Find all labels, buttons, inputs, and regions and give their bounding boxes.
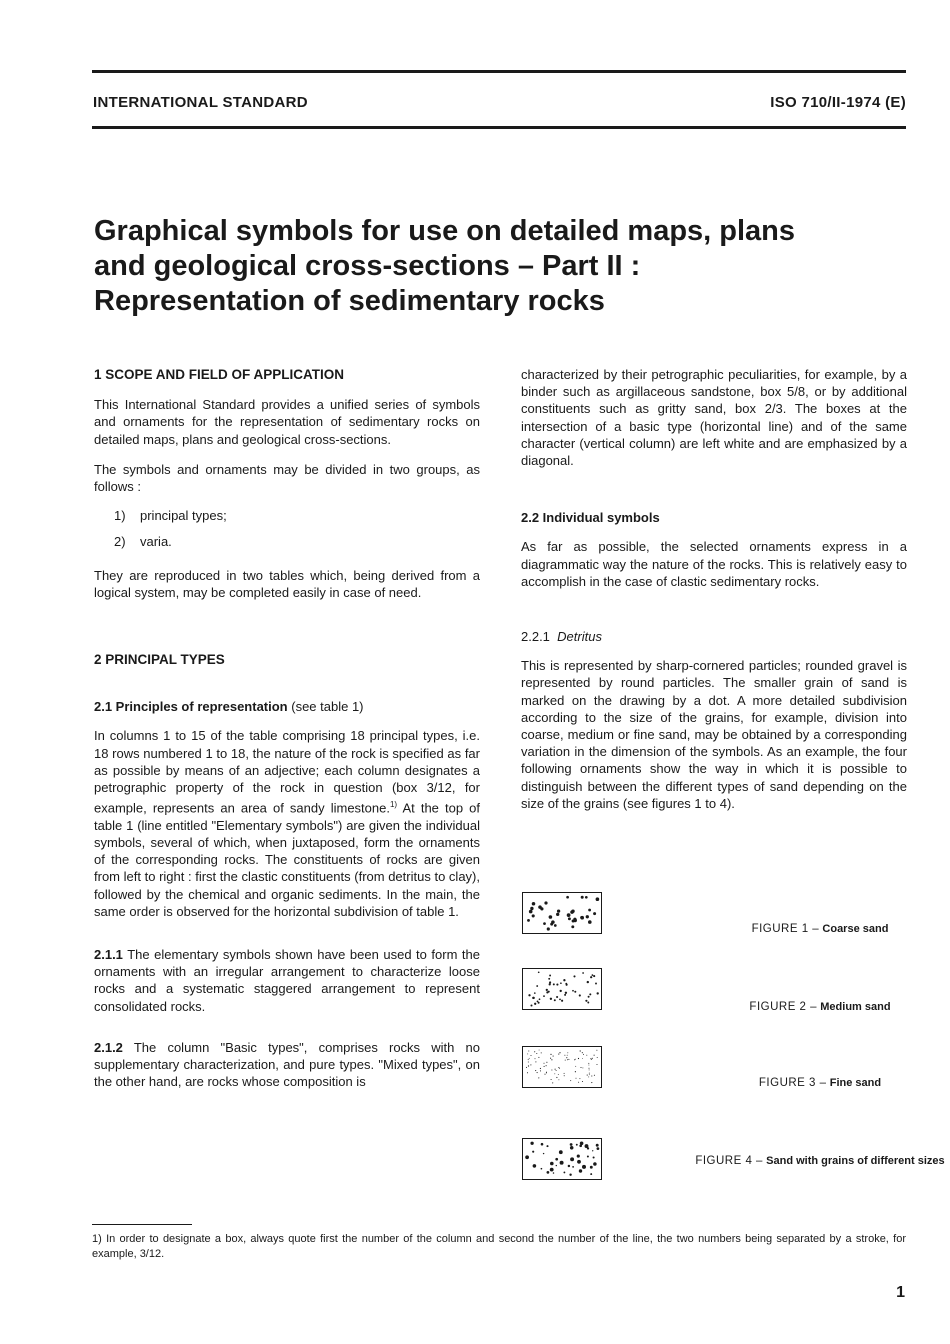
figure-2-caption xyxy=(670,1000,950,1015)
sand-grain xyxy=(586,1055,587,1056)
sand-grain xyxy=(597,1147,600,1150)
sand-grain xyxy=(560,982,562,984)
list-item xyxy=(114,533,480,550)
sand-grain xyxy=(582,972,584,974)
figure-1 xyxy=(520,892,906,936)
sand-grain xyxy=(564,1075,565,1076)
sand-grain xyxy=(574,991,576,993)
figure-1-number: FIGURE 1 – xyxy=(751,923,820,935)
sand-grain xyxy=(567,1059,568,1060)
sand-grain xyxy=(593,1156,595,1158)
sand-grain xyxy=(538,1077,539,1078)
footnote-rule xyxy=(92,1224,192,1225)
sand-grain xyxy=(580,1050,581,1051)
section-2-1-ref: (see table 1) xyxy=(287,699,364,715)
sand-grain xyxy=(554,1073,555,1074)
sand-grain xyxy=(587,1075,588,1076)
sand-grain xyxy=(543,995,545,997)
sand-grain xyxy=(557,909,560,912)
sand-grain xyxy=(596,897,600,901)
figure-3-caption-text: Fine sand xyxy=(829,1077,882,1089)
sand-grain xyxy=(570,1080,571,1081)
sand-grain xyxy=(550,1058,551,1059)
section-2-2-1-paragraph: This is represented by sharp-cornered particles; rounded gravel is represented by round particles. The smaller grain of sand is marked on the drawing by a dot. A more detailed subdivision according to the size of the grains, for example, division into coarse, medium or fine sand, may be obtained by a corresponding variation in the dimension of the symbols. As an example, the four following ornaments show the way in which it is possible to distinguish between the different types of sand depending on the size of the grains (see figures 1 to 4). xyxy=(521,658,907,811)
sand-grain xyxy=(541,1143,544,1146)
sand-grain xyxy=(588,996,590,998)
sand-grain xyxy=(588,1065,589,1066)
sand-grain xyxy=(589,1068,590,1069)
sand-grain xyxy=(577,1160,581,1164)
sand-grain xyxy=(525,1155,529,1159)
sand-grain xyxy=(568,1059,569,1060)
sand-grain xyxy=(548,991,550,993)
mixed-sand-ornament xyxy=(522,1138,602,1180)
sand-grain xyxy=(587,1147,589,1149)
sand-grain xyxy=(589,1073,590,1074)
mixed-sand-pattern xyxy=(523,1139,601,1179)
sand-grain xyxy=(565,992,567,994)
sand-grain xyxy=(538,1057,539,1058)
sand-grain xyxy=(585,1000,587,1002)
sand-grain xyxy=(573,975,575,977)
sand-grain xyxy=(540,1068,541,1069)
sand-grain xyxy=(570,1157,574,1161)
sand-grain xyxy=(565,983,567,985)
sand-grain xyxy=(568,917,571,920)
list-item xyxy=(114,507,480,524)
sand-grain xyxy=(577,1155,580,1158)
sand-grain xyxy=(529,1058,530,1059)
sand-grain xyxy=(543,922,546,925)
right-column xyxy=(521,366,907,812)
sand-grain xyxy=(561,1000,563,1002)
sand-grain xyxy=(587,1002,589,1004)
sand-grain xyxy=(549,983,551,985)
sand-grain xyxy=(539,998,541,1000)
section-2-1-2-text: The column "Basic types", comprises rocks with no supplementary characterization, and pure types. "Mixed types", on the other hand, are rocks whose composition is xyxy=(94,1039,480,1090)
sand-grain xyxy=(556,996,558,998)
sand-grain xyxy=(540,1070,541,1071)
section-2-2-heading: 2.2 Individual symbols xyxy=(521,510,660,526)
sand-grain xyxy=(570,1143,573,1146)
sand-grain xyxy=(556,1070,557,1071)
section-2-1-title: 2.1 Principles of representation xyxy=(94,699,288,715)
sand-grain xyxy=(588,1076,589,1077)
sand-grain xyxy=(575,1071,576,1072)
sand-grain xyxy=(544,1074,545,1075)
sand-grain xyxy=(564,994,566,996)
section-2-1-text-b: At the top of table 1 (line entitled "Elementary symbols") are given the individual symbols, several of which, when juxtaposed, form the ornaments of the corresponding rocks. The constituents of rocks are given from left to right : first the clastic constituents (from detritus to clay), followed by the chemical and organic sediments. In the main, the same order is observed for the horizontal subdivision of table 1. xyxy=(94,800,480,919)
sand-grain xyxy=(590,1166,593,1169)
fine-sand-ornament xyxy=(522,1046,602,1088)
section-2-1-2-paragraph xyxy=(94,1039,480,1091)
sand-grain xyxy=(575,1059,576,1060)
sand-grain xyxy=(546,1072,547,1073)
sand-grain xyxy=(528,1065,529,1066)
standard-label: INTERNATIONAL STANDARD xyxy=(93,94,308,111)
sand-grain xyxy=(590,976,592,978)
sand-grain xyxy=(594,1055,595,1056)
sand-grain xyxy=(536,985,538,987)
sand-grain xyxy=(534,1051,535,1052)
sand-grain xyxy=(556,1165,557,1166)
figure-3 xyxy=(520,1046,906,1090)
sand-grain xyxy=(528,1051,529,1052)
section-2-1-1-paragraph xyxy=(94,946,480,1015)
sand-grain xyxy=(528,1062,529,1063)
sand-grain xyxy=(591,1082,592,1083)
sand-grain xyxy=(529,910,533,914)
sand-grain xyxy=(526,1067,527,1068)
sand-grain xyxy=(550,1162,554,1166)
section-1-paragraph-2: The symbols and ornaments may be divided in two groups, as follows : xyxy=(94,461,480,495)
sand-grain xyxy=(597,1057,598,1058)
sand-grain xyxy=(588,920,592,924)
medium-sand-ornament xyxy=(522,968,602,1010)
sand-grain xyxy=(571,909,574,912)
sand-grain xyxy=(544,1066,545,1067)
sand-grain xyxy=(544,1063,545,1064)
list-item-text: varia. xyxy=(140,534,172,550)
sand-grain xyxy=(549,975,551,977)
sand-grain xyxy=(551,1079,552,1080)
sand-grain xyxy=(579,994,581,996)
sand-grain xyxy=(579,1078,580,1079)
page-number: 1 xyxy=(896,1284,905,1301)
sand-grain xyxy=(550,1168,554,1172)
sand-grain xyxy=(556,984,558,986)
sand-grain xyxy=(592,1058,593,1059)
sand-grain xyxy=(580,1142,584,1146)
sand-grain xyxy=(591,1075,592,1076)
sand-grain xyxy=(564,1055,565,1056)
section-1-paragraph-1: This International Standard provides a unified series of symbols and ornaments for the representation of sedimentary rocks on detailed maps, plans and geological cross-sections. xyxy=(94,397,480,447)
sand-grain xyxy=(527,1072,528,1073)
sand-grain xyxy=(535,1058,536,1059)
sand-grain xyxy=(579,1169,582,1172)
sand-grain xyxy=(531,1055,532,1056)
sand-grain xyxy=(566,896,569,899)
sand-grain xyxy=(530,1064,531,1065)
sand-grain xyxy=(560,990,562,992)
sand-grain xyxy=(556,1077,557,1078)
section-1-heading: 1 SCOPE AND FIELD OF APPLICATION xyxy=(94,367,345,382)
sand-grain xyxy=(567,1055,568,1056)
sand-grain xyxy=(548,978,550,980)
list-item-number: 2) xyxy=(114,534,126,550)
standard-number: ISO 710/II-1974 (E) xyxy=(770,94,906,111)
sand-grain xyxy=(528,994,530,996)
figure-4-caption xyxy=(670,1154,950,1169)
sand-grain xyxy=(546,1065,547,1066)
sand-grain xyxy=(582,1067,583,1068)
sand-grain xyxy=(527,1053,528,1054)
sand-grain xyxy=(576,1144,578,1146)
sand-grain xyxy=(543,1153,544,1154)
sand-grain xyxy=(558,1067,559,1068)
figure-1-caption xyxy=(670,922,950,937)
figure-2-caption-text: Medium sand xyxy=(820,1001,891,1013)
section-2-2-1-title: Detritus xyxy=(557,629,602,645)
sand-grain xyxy=(532,914,535,917)
document-title: Graphical symbols for use on detailed maps, plans and geological cross-sections – Part II : Representation of sedimentary rocks xyxy=(94,215,796,317)
sand-grain xyxy=(582,1052,583,1053)
sand-grain xyxy=(586,915,589,918)
sand-grain xyxy=(576,1078,577,1079)
figure-4-number: FIGURE 4 – xyxy=(695,1155,763,1167)
sand-grain xyxy=(590,1173,592,1175)
sand-grain xyxy=(578,1058,579,1059)
sand-grain xyxy=(569,1174,571,1176)
section-2-2-1-heading xyxy=(521,628,907,645)
sand-grain xyxy=(593,975,595,977)
sand-grain xyxy=(589,1069,590,1070)
continued-paragraph: characterized by their petrographic peculiarities, for example, by a binder such as argillaceous sandstone, box 5/8, or by additional constituents such as gritty sand, box 2/3. The boxes at the intersection of a basic type (horizontal line) and of the same character (vertical column) are left white and are emphasized by a diagonal. xyxy=(521,367,907,469)
sand-grain xyxy=(590,1058,591,1059)
sand-grain xyxy=(587,981,589,983)
footnote-ref: 1) xyxy=(389,800,398,810)
sand-grain xyxy=(565,1060,566,1061)
sand-grain xyxy=(530,1142,533,1145)
figure-1-caption-text: Coarse sand xyxy=(822,923,889,935)
figure-2 xyxy=(520,968,906,1012)
sand-grain xyxy=(532,997,534,999)
sand-grain xyxy=(530,1004,532,1006)
sand-grain xyxy=(537,1000,539,1002)
figure-4 xyxy=(520,1138,945,1182)
sand-grain xyxy=(553,1172,555,1174)
coarse-sand-pattern xyxy=(523,893,601,933)
sand-grain xyxy=(578,1082,579,1083)
figure-3-number: FIGURE 3 – xyxy=(758,1077,827,1089)
sand-grain xyxy=(544,901,547,904)
sand-grain xyxy=(530,907,533,910)
sand-grain xyxy=(558,1074,559,1075)
sand-grain xyxy=(594,1075,595,1076)
sand-grain xyxy=(553,983,555,985)
section-2-2-paragraph: As far as possible, the selected ornaments express in a diagrammatic way the nature of the rocks. This is relatively easy to accomplish in the case of clastic sedimentary rocks. xyxy=(521,539,907,589)
sand-grain xyxy=(539,1050,540,1051)
sand-grain xyxy=(538,971,540,973)
header-rule-top xyxy=(92,70,906,73)
sand-grain xyxy=(580,916,583,919)
sand-grain xyxy=(572,1166,574,1168)
sand-grain xyxy=(554,999,556,1001)
section-2-1-paragraph xyxy=(94,727,480,920)
sand-grain xyxy=(559,1052,560,1053)
sand-grain xyxy=(582,1058,583,1059)
sand-grain xyxy=(592,1150,593,1151)
sand-grain xyxy=(589,993,591,995)
sand-grain xyxy=(560,1161,564,1165)
section-2-1-1-number: 2.1.1 xyxy=(94,947,123,962)
sand-grain xyxy=(593,1162,597,1166)
section-2-1-text-a: In columns 1 to 15 of the table comprising 18 principal types, i.e. 18 rows numbered 1 to 18, the nature of the rock is specified as far as possible by means of an adjective; each column designates a petrographic property of the rock in question (box 3/12, for example, represents an area of sandy limestone. xyxy=(94,728,480,816)
sand-grain xyxy=(556,913,559,916)
sand-grain xyxy=(534,1003,536,1005)
sand-grain xyxy=(566,1057,567,1058)
sand-grain xyxy=(550,998,552,1000)
sand-grain xyxy=(554,924,557,927)
sand-grain xyxy=(532,1151,534,1153)
sand-grain xyxy=(582,1165,586,1169)
sand-grain xyxy=(535,1061,536,1062)
sand-grain xyxy=(580,1067,581,1068)
sand-grain xyxy=(534,992,536,994)
sand-grain xyxy=(528,1059,529,1060)
figure-4-caption-text: Sand with grains of different sizes xyxy=(766,1155,945,1167)
sand-grain xyxy=(547,1171,550,1174)
sand-grain xyxy=(537,1072,538,1073)
sand-grain xyxy=(550,1054,551,1055)
sand-grain xyxy=(582,1081,583,1082)
fine-sand-pattern xyxy=(523,1047,601,1087)
sand-grain xyxy=(563,1171,565,1173)
section-1-paragraph-3: They are reproduced in two tables which, being derived from a logical system, may be completed easily in case of need. xyxy=(94,567,480,600)
sand-grain xyxy=(585,896,588,899)
sand-grain xyxy=(551,1059,552,1060)
sand-grain xyxy=(541,1052,542,1053)
sand-grain xyxy=(596,1144,599,1147)
sand-grain xyxy=(535,1070,536,1071)
sand-grain xyxy=(555,1069,556,1070)
sand-grain xyxy=(553,1056,554,1057)
sand-grain xyxy=(563,979,565,981)
header-rule-bottom xyxy=(92,126,906,129)
sand-grain xyxy=(567,1052,568,1053)
sand-grain xyxy=(597,992,599,994)
sand-grain xyxy=(552,1082,553,1083)
sand-grain xyxy=(596,1064,597,1065)
sand-grain xyxy=(581,896,584,899)
sand-grain xyxy=(527,919,530,922)
sand-grain xyxy=(592,974,594,976)
section-2-1-2-number: 2.1.2 xyxy=(94,1039,123,1055)
sand-grain xyxy=(595,983,597,985)
sand-grain xyxy=(559,1150,563,1154)
sand-grain xyxy=(564,1073,565,1074)
sand-grain xyxy=(558,1054,559,1055)
coarse-sand-ornament xyxy=(522,892,602,934)
sand-grain xyxy=(533,1164,537,1168)
sand-grain xyxy=(583,1054,584,1055)
left-column xyxy=(94,366,480,1090)
sand-grain xyxy=(589,1074,590,1075)
sand-grain xyxy=(546,1062,547,1063)
section-2-1-1-text: The elementary symbols shown have been used to form the ornaments with an irregular arrangement to characterize loose rocks and a systematic staggered arrangement to represent consolidated rocks. xyxy=(94,947,480,1014)
sand-grain xyxy=(549,915,553,919)
sand-grain xyxy=(546,1145,548,1147)
sand-grain xyxy=(547,927,550,930)
sand-grain xyxy=(573,918,576,921)
section-2-2-1-number: 2.2.1 xyxy=(521,629,550,645)
section-2-heading: 2 PRINCIPAL TYPES xyxy=(94,652,225,668)
sand-grain xyxy=(558,1079,559,1080)
sand-grain xyxy=(546,989,548,991)
sand-grain xyxy=(593,912,596,915)
sand-grain xyxy=(568,1165,570,1167)
sand-grain xyxy=(555,1158,558,1161)
sand-grain xyxy=(551,1069,552,1070)
footnote: 1) In order to designate a box, always quote first the number of the column and second the number of the line, the two numbers being separated by a stroke, for example, 3/12. xyxy=(92,1233,906,1260)
sand-grain xyxy=(587,1155,589,1157)
sand-grain xyxy=(550,923,553,926)
figure-3-caption xyxy=(670,1076,950,1091)
list-item-number: 1) xyxy=(114,508,126,524)
section-2-1-heading xyxy=(94,698,480,715)
sand-grain xyxy=(559,999,561,1001)
sand-grain xyxy=(570,1146,574,1150)
sand-grain xyxy=(549,981,551,983)
sand-grain xyxy=(572,990,574,992)
sand-grain xyxy=(532,902,536,906)
sand-grain xyxy=(588,1063,589,1064)
sand-grain xyxy=(596,1050,597,1051)
sand-grain xyxy=(588,909,591,912)
figure-2-number: FIGURE 2 – xyxy=(749,1001,818,1013)
sand-grain xyxy=(536,1053,537,1054)
sand-grain xyxy=(567,913,571,917)
sand-grain xyxy=(559,1068,560,1069)
sand-grain xyxy=(540,907,543,910)
sand-grain xyxy=(575,1066,576,1067)
medium-sand-pattern xyxy=(523,969,601,1009)
list-item-text: principal types; xyxy=(140,508,227,524)
sand-grain xyxy=(571,925,574,928)
sand-grain xyxy=(541,1168,543,1170)
